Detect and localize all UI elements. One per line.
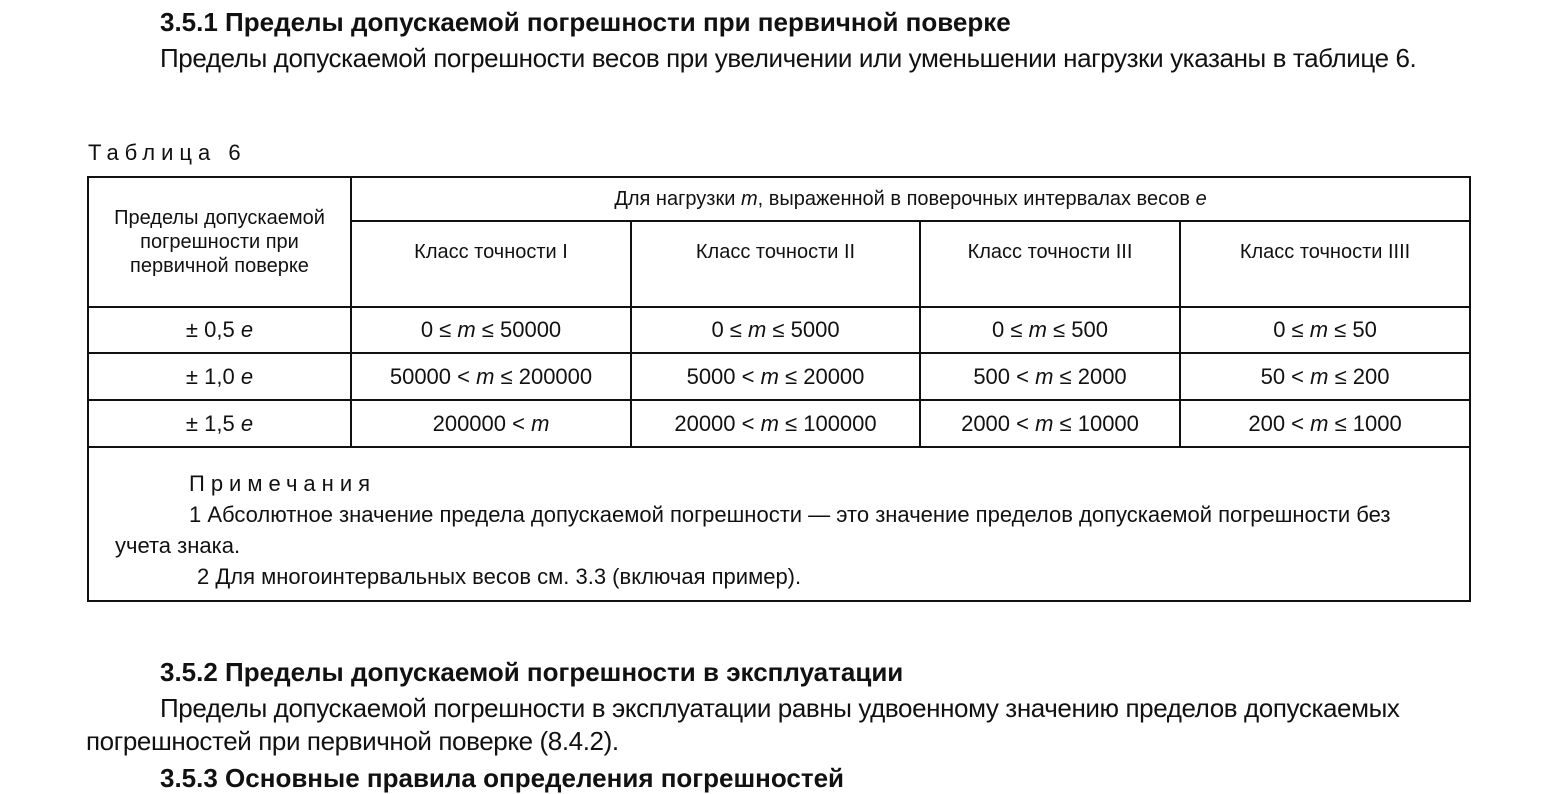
range-var-m: m <box>531 410 550 436</box>
range-post: ≤ 50 <box>1328 317 1377 342</box>
range-var-m: m <box>747 317 767 342</box>
range-pre: 5000 < <box>686 363 761 389</box>
range-cell <box>631 353 920 400</box>
error-value: ± 1,5 <box>185 410 241 436</box>
range-var-m: m <box>1310 410 1329 436</box>
table-row <box>88 353 1470 400</box>
table-notes-row <box>88 447 1470 601</box>
range-pre: 200000 < <box>432 410 532 436</box>
section-351-heading: 3.5.1 Пределы допускаемой погрешности при первичной поверке <box>160 7 1011 37</box>
range-post: ≤ 50000 <box>475 317 562 342</box>
note-2: 2 Для многоинтервальных весов см. 3.3 (включая пример). <box>197 564 802 589</box>
range-var-m: m <box>1309 317 1329 342</box>
error-var-e: e <box>240 363 254 389</box>
range-cell <box>631 400 920 447</box>
table-row <box>88 307 1470 353</box>
class-header-4: Класс точности IIII <box>1180 221 1470 307</box>
range-pre: 2000 < <box>961 410 1036 436</box>
range-pre: 200 < <box>1248 410 1311 436</box>
range-cell <box>351 400 631 447</box>
range-cell <box>1180 307 1470 353</box>
range-post: ≤ 10000 <box>1053 410 1139 436</box>
group-header-var-m: m <box>740 188 758 210</box>
range-var-m: m <box>760 363 779 389</box>
range-post: ≤ 1000 <box>1328 410 1402 436</box>
range-cell <box>351 353 631 400</box>
group-header-load <box>351 177 1470 221</box>
section-353-heading: 3.5.3 Основные правила определения погрешностей <box>160 763 845 793</box>
range-post: ≤ 200000 <box>494 363 593 389</box>
range-pre: 0 ≤ <box>1273 317 1310 342</box>
error-var-e: e <box>240 317 254 342</box>
range-var-m: m <box>1310 363 1329 389</box>
notes-cell <box>88 447 1470 601</box>
error-cell <box>88 307 351 353</box>
range-cell <box>351 307 631 353</box>
table-caption: Таблица 6 <box>88 140 247 165</box>
table-header-row-1 <box>88 177 1470 221</box>
range-pre: 0 ≤ <box>711 317 748 342</box>
error-cell <box>88 400 351 447</box>
class-header-3: Класс точности III <box>920 221 1180 307</box>
error-value: ± 0,5 <box>185 317 241 342</box>
range-post: ≤ 200 <box>1328 363 1390 389</box>
range-var-m: m <box>457 317 476 342</box>
class-header-2: Класс точности II <box>631 221 920 307</box>
section-351-paragraph: Пределы допускаемой погрешности весов при увеличении или уменьшении нагрузки указаны в таблице 6. <box>160 43 1417 73</box>
range-var-m: m <box>476 363 495 389</box>
table-row <box>88 400 1470 447</box>
range-pre: 50 < <box>1260 363 1311 389</box>
range-cell <box>920 400 1180 447</box>
group-header-var-e: e <box>1195 188 1207 210</box>
section-352-paragraph: Пределы допускаемой погрешности в эксплуатации равны удвоенному значению пределов допускаемых погрешностей при первичной поверке (8.4.2). <box>86 693 1400 756</box>
range-post: ≤ 2000 <box>1053 363 1127 389</box>
range-post: ≤ 500 <box>1046 317 1108 342</box>
error-cell <box>88 353 351 400</box>
col-header-error-limit-label: Пределы допускаемой погрешности при первичной поверке <box>114 207 325 277</box>
tolerance-table <box>87 176 1471 602</box>
range-cell <box>1180 353 1470 400</box>
range-pre: 500 < <box>973 363 1036 389</box>
range-var-m: m <box>760 410 779 436</box>
range-pre: 20000 < <box>674 410 761 436</box>
range-post: ≤ 20000 <box>778 363 865 389</box>
range-var-m: m <box>1035 410 1054 436</box>
range-pre: 0 ≤ <box>992 317 1029 342</box>
col-header-error-limit <box>88 177 351 307</box>
error-var-e: e <box>240 410 254 436</box>
range-post: ≤ 100000 <box>778 410 877 436</box>
range-post: ≤ 5000 <box>766 317 840 342</box>
range-pre: 0 ≤ <box>420 317 458 342</box>
class-header-1: Класс точности I <box>351 221 631 307</box>
range-cell <box>631 307 920 353</box>
range-cell <box>920 353 1180 400</box>
group-header-pre: Для нагрузки <box>614 188 741 210</box>
range-cell <box>920 307 1180 353</box>
error-value: ± 1,0 <box>185 363 241 389</box>
note-1: 1 Абсолютное значение предела допускаемой погрешности — это значение пределов допускаемой погрешности без учета знака. <box>115 502 1391 558</box>
section-352-heading: 3.5.2 Пределы допускаемой погрешности в эксплуатации <box>160 657 904 687</box>
range-var-m: m <box>1028 317 1047 342</box>
range-pre: 50000 < <box>389 363 477 389</box>
range-cell <box>1180 400 1470 447</box>
group-header-mid: , выраженной в поверочных интервалах весов <box>757 188 1196 210</box>
range-var-m: m <box>1035 363 1054 389</box>
notes-title: Примечания <box>189 471 377 496</box>
